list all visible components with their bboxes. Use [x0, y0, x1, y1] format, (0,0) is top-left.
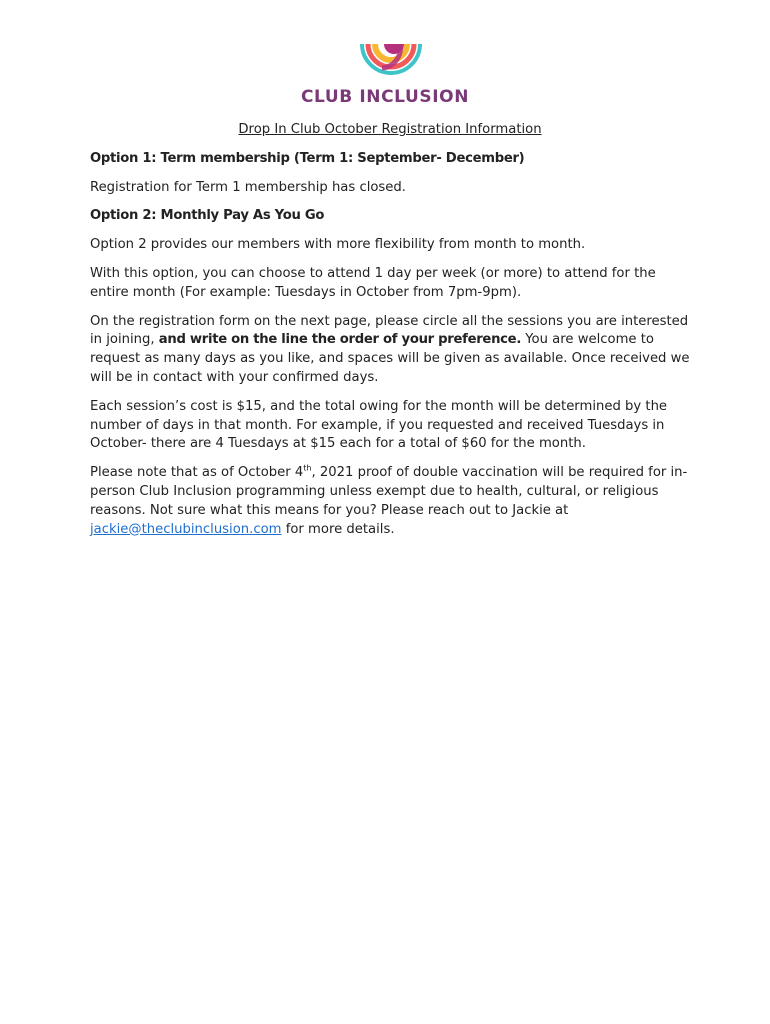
- vax-text-before: Please note that as of October 4: [90, 465, 304, 481]
- vax-text-end: for more details.: [285, 521, 395, 537]
- document-body: [90, 121, 690, 549]
- option-2-intro: Option 2 provides our members with more flexibility from month to month.: [90, 237, 586, 253]
- registration-form-paragraph: [90, 313, 690, 388]
- form-text-bold: and write on the line the order of your preference.: [158, 332, 522, 348]
- document-title: Drop In Club October Registration Information: [238, 122, 542, 137]
- cost-paragraph: Each session’s cost is $15, and the total owing for the month will be determined by the number of days in that month. For example, if you requested and received Tuesdays in October- there are 4 Tuesdays at $15 each for a total of $60 for the month.: [90, 398, 668, 452]
- jackie-email-link[interactable]: jackie@theclubinclusion.com: [90, 521, 282, 537]
- club-inclusion-logo: [300, 44, 470, 108]
- option-1-heading: Option 1: Term membership (Term 1: September- December): [90, 150, 525, 166]
- option-2-heading: Option 2: Monthly Pay As You Go: [90, 208, 325, 224]
- form-text-after: You are welcome to request as many days as you like, and spaces will be given as available. Once received we will be in contact with your confirmed days.: [90, 332, 690, 385]
- logo-text: CLUB INCLUSION: [300, 87, 470, 107]
- vax-text-after: , 2021 proof of double vaccination will be required for in-person Club Inclusion programming unless exempt due to health, cultural, or religious reasons. Not sure what this means for you? Please reach out to Jackie at: [90, 465, 688, 518]
- vax-superscript: th: [303, 463, 312, 473]
- option-2-detail: With this option, you can choose to attend 1 day per week (or more) to attend for the entire month (For example: Tuesdays in October from 7pm-9pm).: [90, 265, 656, 300]
- form-text-before: On the registration form on the next page, please circle all the sessions you are interested in joining,: [90, 313, 689, 348]
- vaccination-paragraph: [90, 464, 690, 539]
- option-1-text: Registration for Term 1 membership has closed.: [90, 179, 406, 195]
- rainbow-logo-icon: [360, 44, 422, 76]
